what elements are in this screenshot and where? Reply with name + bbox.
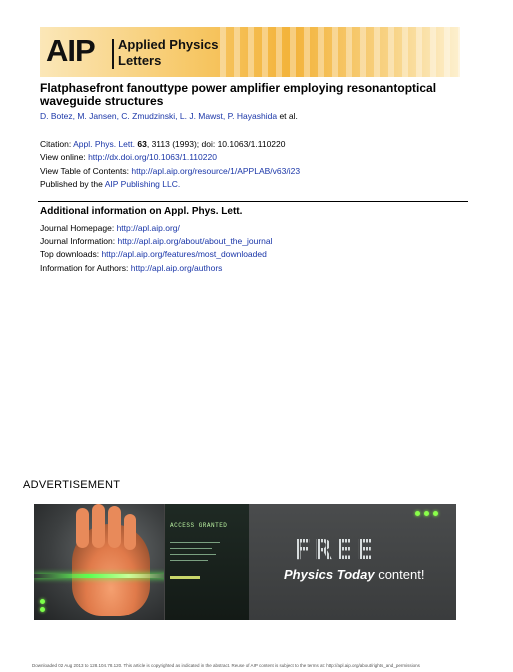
view-online-line bbox=[40, 151, 217, 163]
finger-shape bbox=[124, 514, 136, 550]
author-link[interactable]: L. J. Mawst bbox=[179, 111, 223, 121]
free-text: FREE bbox=[294, 533, 378, 566]
led-icon bbox=[424, 511, 429, 516]
author-link[interactable]: C. Zmudzinski bbox=[121, 111, 176, 121]
citation-details: , 3113 (1993); doi: 10.1063/1.110220 bbox=[146, 139, 286, 149]
ad-free-panel bbox=[249, 504, 456, 620]
panel-line bbox=[170, 554, 216, 555]
panel-line bbox=[170, 542, 220, 543]
panel-line bbox=[170, 560, 208, 561]
author-link[interactable]: M. Jansen bbox=[77, 111, 117, 121]
citation-label: Citation: bbox=[40, 139, 72, 149]
logo-divider bbox=[112, 39, 114, 69]
journal-name-line1: Applied Physics bbox=[118, 37, 219, 52]
led-icon bbox=[40, 599, 45, 604]
toc-label: View Table of Contents: bbox=[40, 166, 129, 176]
led-icon bbox=[40, 607, 45, 612]
finger-shape bbox=[92, 504, 105, 548]
author-link[interactable]: P. Hayashida bbox=[227, 111, 278, 121]
journal-info-link[interactable]: http://apl.aip.org/about/about_the_journal bbox=[117, 236, 273, 246]
section-divider bbox=[38, 201, 468, 202]
additional-info-heading: Additional information on Appl. Phys. Lett. bbox=[40, 206, 243, 217]
journal-name bbox=[118, 37, 218, 69]
article-title: Flatphasefront fanouttype power amplifier employing resonantoptical waveguide structures bbox=[40, 81, 437, 108]
info-line-journal-info bbox=[40, 235, 273, 247]
info-line-homepage bbox=[40, 222, 180, 234]
info-label: Journal Homepage: bbox=[40, 223, 115, 233]
status-leds bbox=[415, 511, 438, 516]
journal-name-line2: Letters bbox=[118, 53, 162, 68]
top-downloads-link[interactable]: http://apl.aip.org/features/most_downloaded bbox=[101, 249, 267, 259]
info-label: Information for Authors: bbox=[40, 263, 129, 273]
advertisement-label: ADVERTISEMENT bbox=[23, 479, 121, 491]
advertisement-banner[interactable] bbox=[34, 504, 456, 620]
toc-link[interactable]: http://apl.aip.org/resource/1/APPLAB/v63/i23 bbox=[131, 166, 301, 176]
led-icon bbox=[433, 511, 438, 516]
finger-shape bbox=[108, 506, 121, 548]
access-granted-text: ACCESS GRANTED bbox=[170, 522, 228, 529]
finger-shape bbox=[76, 508, 89, 548]
info-label: Top downloads: bbox=[40, 249, 100, 259]
published-line bbox=[40, 178, 180, 190]
citation-volume: 63 bbox=[137, 139, 147, 149]
panel-bar bbox=[170, 576, 200, 579]
citation-line bbox=[40, 138, 285, 150]
panel-line bbox=[170, 548, 212, 549]
authors-etal: et al. bbox=[279, 111, 298, 121]
journal-homepage-link[interactable]: http://apl.aip.org/ bbox=[116, 223, 180, 233]
download-footer: Downloaded 02 Aug 2013 to 128.104.78.120. This article is copyrighted as indicated in the abstract. Reuse of AIP content is subject to the terms at: http://apl.aip.org/about/rights_and_permissions bbox=[32, 663, 420, 668]
author-link[interactable]: D. Botez bbox=[40, 111, 73, 121]
toc-line bbox=[40, 165, 300, 177]
ad-hand-panel bbox=[34, 504, 164, 620]
view-online-link[interactable]: http://dx.doi.org/10.1063/1.110220 bbox=[88, 152, 217, 162]
info-label: Journal Information: bbox=[40, 236, 116, 246]
citation-journal-link[interactable]: Appl. Phys. Lett. bbox=[73, 139, 135, 149]
physics-today-tagline bbox=[284, 567, 424, 582]
physics-today-name: Physics Today bbox=[284, 567, 375, 582]
authors-info-link[interactable]: http://apl.aip.org/authors bbox=[130, 263, 223, 273]
info-line-authors bbox=[40, 262, 222, 274]
scan-line bbox=[34, 574, 169, 578]
published-label: Published by the bbox=[40, 179, 103, 189]
content-word: content! bbox=[378, 567, 425, 582]
publisher-link[interactable]: AIP Publishing LLC. bbox=[104, 179, 181, 189]
banner-stripes bbox=[220, 27, 460, 77]
ad-access-panel bbox=[164, 504, 251, 620]
status-leds bbox=[40, 599, 45, 615]
view-online-label: View online: bbox=[40, 152, 86, 162]
aip-logo: AIP bbox=[46, 33, 95, 68]
author-list: D. Botez, M. Jansen, C. Zmudzinski, L. J. Mawst, P. Hayashida et al. bbox=[40, 111, 298, 121]
journal-header-banner bbox=[40, 27, 460, 77]
info-line-top-downloads bbox=[40, 248, 267, 260]
led-icon bbox=[415, 511, 420, 516]
